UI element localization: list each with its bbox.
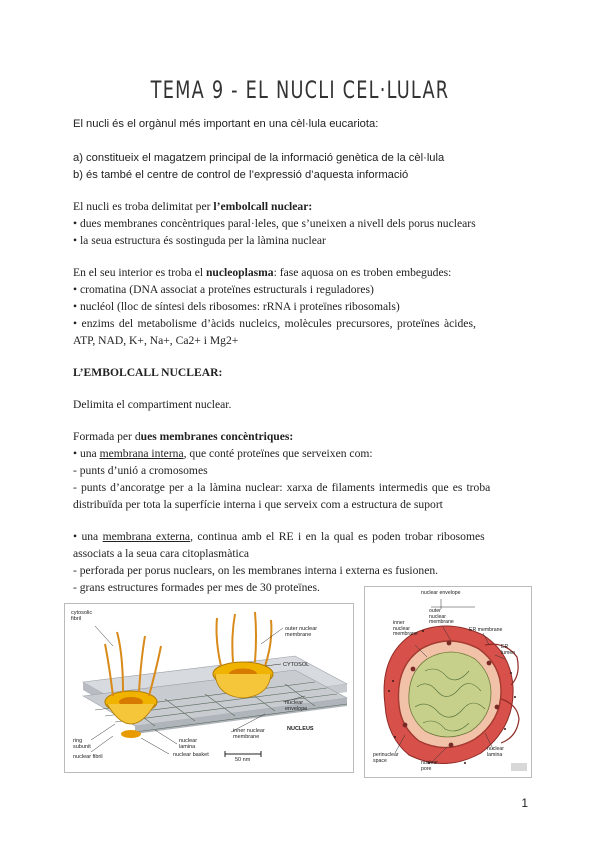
page-title: TEMA 9 - EL NUCLI CEL·LULAR [150, 76, 450, 104]
nucleoplasm-bullet-1: • cromatina (DNA associat a proteïnes estructurals i reguladores) [73, 283, 374, 296]
inner-dash-1: - punts d’unió a cromosomes [73, 464, 208, 477]
outer-suffix: , continua amb el RE i en la qual es poden trobar ribosomes [190, 530, 485, 543]
inner-prefix: • una [73, 447, 100, 460]
envelope-intro [73, 198, 529, 215]
inner-suffix: , que conté proteïnes que serveixen com: [183, 447, 373, 460]
nucleoplasm-intro [73, 264, 529, 281]
label-inner-nuclear-membrane: inner nuclear membrane [233, 728, 265, 740]
label-nuclear-envelope: nuclear envelope [285, 700, 308, 712]
inner-dash-2-cont: distribuïda per tota la superfície interna i que serveix com a estructura de suport [73, 498, 443, 511]
intro-paragraph: El nucli és el orgànul més important en una cèl·lula eucariota: [73, 118, 379, 130]
envelope-intro-suffix: : [308, 200, 313, 213]
delimits-paragraph: Delimita el compartiment nuclear. [73, 398, 232, 411]
outer-dash-1: - perforada per porus nuclears, on les membranes interna i externa es fusionen. [73, 564, 439, 577]
nucleoplasm-intro-bold: nucleoplasma [205, 266, 274, 279]
label-nuclear-lamina: nuclear lamina [179, 738, 198, 750]
label-nuclear-lamina-right: nuclear lamina [487, 746, 505, 758]
inner-membrane-bullet [73, 445, 529, 462]
envelope-bullet-1: • dues membranes concèntriques paral·leles, que s’uneixen a nivell dels porus nuclears [73, 217, 476, 230]
outer-membrane-bullet [73, 528, 529, 545]
label-cytosolic-fibril: cytosolic fibril [71, 610, 93, 622]
label-inner-nuclear-membrane-right: inner nuclear membrane [393, 620, 418, 638]
nucleoplasm-bullet-2: • nucléol (lloc de síntesi dels ribosomes: rRNA i proteïnes ribosomals) [73, 300, 400, 313]
formed-by-prefix: Formada per d [73, 430, 141, 443]
envelope-bullet-2: • la seua estructura és sostinguda per la làmina nuclear [73, 234, 326, 247]
nuclear-envelope-figure [364, 586, 532, 778]
nuclear-pore-complex-figure [64, 603, 354, 773]
nucleoplasm-bullet-3-cont: ATP, NAD, K+, Na+, Ca2+ i Mg2+ [73, 334, 239, 347]
outer-prefix: • una [73, 530, 103, 543]
label-ring-subunit: ring subunit [73, 738, 91, 750]
envelope-intro-bold: l’embolcall nuclear [213, 200, 309, 213]
label-nuclear-fibril: nuclear fibril [73, 754, 103, 760]
label-nuclear-basket: nuclear basket [173, 752, 209, 758]
outer-dash-2: - grans estructures formades per mes de 30 proteïnes. [73, 581, 320, 594]
label-perinuclear-space: perinuclear space [373, 752, 399, 764]
label-nucleus: NUCLEUS [287, 726, 314, 732]
label-er-membrane: ER membrane [469, 627, 503, 633]
nucleoplasm-intro-suffix: : fase aquosa on es troben embegudes: [273, 266, 452, 279]
label-nuclear-pore: nuclear pore [421, 760, 439, 772]
label-outer-nuclear-membrane: outer nuclear membrane [285, 626, 318, 638]
formed-by-paragraph [73, 428, 529, 445]
inner-dash-2: - punts d’ancoratge per a la làmina nuclear: xarxa de filaments intermedis que es troba [73, 481, 491, 494]
outer-membrane-bullet-cont: associats a la seua cara citoplasmàtica [73, 547, 250, 560]
section-heading: L’EMBOLCALL NUCLEAR: [73, 366, 223, 379]
nucleoplasm-intro-prefix: En el seu interior es troba el [73, 266, 206, 279]
envelope-intro-prefix: El nucli es troba delimitat per [73, 200, 214, 213]
nucleoplasm-bullet-3: • enzims del metabolisme d’àcids nucleics, molècules precursores, proteïnes àcides, [73, 317, 476, 330]
label-nuclear-envelope-right: nuclear envelope [421, 590, 461, 596]
label-cytosol: CYTOSOL [283, 662, 310, 668]
inner-underlined: membrana interna [99, 447, 184, 460]
page-number: 1 [521, 796, 528, 810]
outer-underlined: membrana externa [102, 530, 191, 543]
formed-by-bold: ues membranes concèntriques: [140, 430, 294, 443]
label-outer-nuclear-membrane-right: outer nuclear membrane [429, 608, 454, 626]
label-scale: 50 nm [235, 757, 251, 763]
label-er-lumen: ER lumen [501, 644, 516, 656]
list-item-a: a) constitueix el magatzem principal de la informació genètica de la cèl·lula [73, 152, 445, 164]
list-item-b: b) és també el centre de control de l’expressió d’aquesta informació [73, 169, 409, 181]
